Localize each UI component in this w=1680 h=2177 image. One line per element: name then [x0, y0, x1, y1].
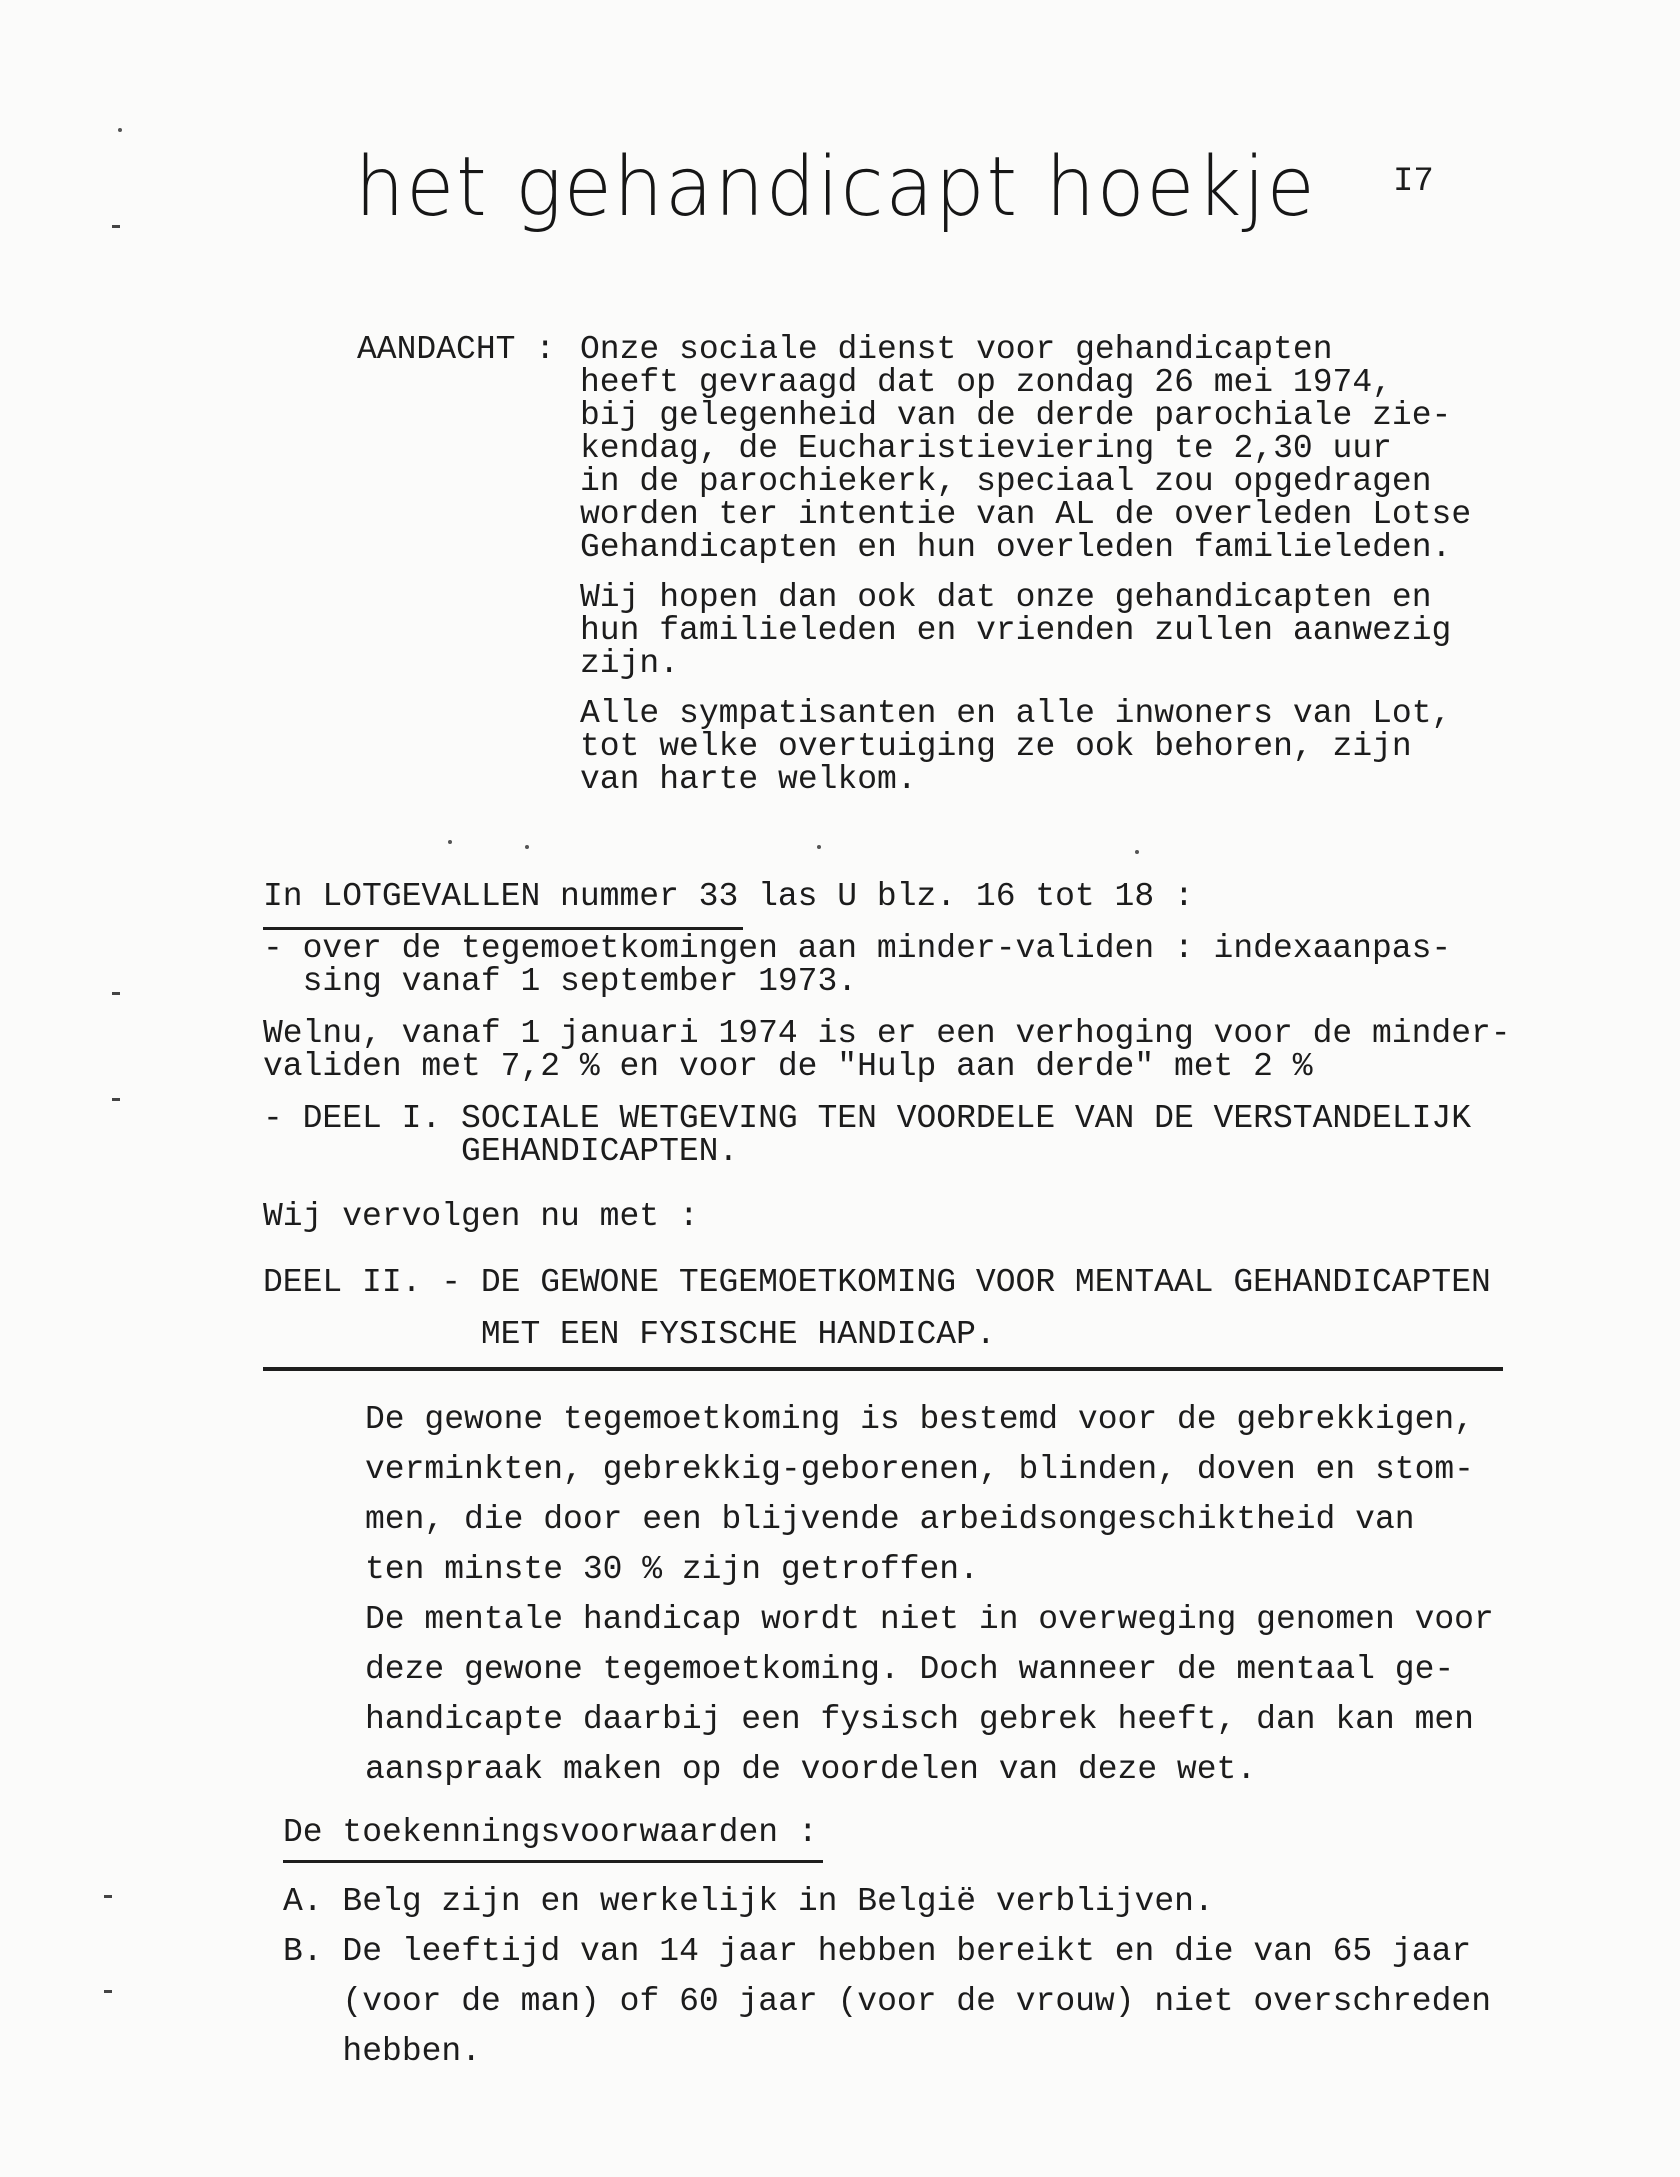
- voorwaarde-a: A. Belg zijn en werkelijk in België verblijven.: [283, 1883, 1214, 1920]
- body-line: verminkten, gebrekkig-geborenen, blinden, doven en stom-: [365, 1451, 1474, 1488]
- body-line: De gewone tegemoetkoming is bestemd voor de gebrekkigen,: [365, 1401, 1474, 1438]
- deel2-heading: DEEL II. - DE GEWONE TEGEMOETKOMING VOOR MENTAAL GEHANDICAPTEN: [263, 1264, 1491, 1301]
- body-line: deze gewone tegemoetkoming. Doch wanneer de mentaal ge-: [365, 1651, 1455, 1688]
- aandacht-line: in de parochiekerk, speciaal zou opgedragen: [580, 463, 1432, 500]
- voorwaarde-b-line: hebben.: [283, 2033, 482, 2070]
- section-rule: [263, 1367, 1503, 1371]
- margin-mark: [104, 1895, 112, 1898]
- scan-speck: [448, 840, 452, 844]
- deel1-line: - DEEL I. SOCIALE WETGEVING TEN VOORDELE VAN DE VERSTANDELIJK: [263, 1100, 1471, 1137]
- lotgevallen-intro: In LOTGEVALLEN nummer 33 las U blz. 16 tot 18 :: [263, 878, 1194, 915]
- scan-speck: [1135, 850, 1139, 854]
- welnu-line: validen met 7,2 % en voor de "Hulp aan derde" met 2 %: [263, 1048, 1313, 1085]
- body-line: ten minste 30 % zijn getroffen.: [365, 1551, 979, 1588]
- aandacht-line: zijn.: [580, 645, 680, 682]
- aandacht-line: worden ter intentie van AL de overleden Lotse: [580, 496, 1472, 533]
- aandacht-line: hun familieleden en vrienden zullen aanwezig: [580, 612, 1452, 649]
- deel1-line: GEHANDICAPTEN.: [263, 1133, 739, 1170]
- aandacht-line: van harte welkom.: [580, 761, 917, 798]
- margin-mark: [112, 992, 120, 995]
- lotgevallen-item-line: - over de tegemoetkomingen aan minder-validen : indexaanpas-: [263, 930, 1452, 967]
- margin-mark: [112, 225, 120, 228]
- voorwaarde-b-line: (voor de man) of 60 jaar (voor de vrouw) niet overschreden: [283, 1983, 1491, 2020]
- vervolgen-line: Wij vervolgen nu met :: [263, 1198, 699, 1235]
- aandacht-line: kendag, de Eucharistieviering te 2,30 uur: [580, 430, 1392, 467]
- aandacht-line: Alle sympatisanten en alle inwoners van Lot,: [580, 695, 1452, 732]
- aandacht-line: Gehandicapten en hun overleden familieleden.: [580, 529, 1452, 566]
- body-line: handicapte daarbij een fysisch gebrek heeft, dan kan men: [365, 1701, 1474, 1738]
- scan-speck: [118, 128, 122, 132]
- deel2-heading: MET EEN FYSISCHE HANDICAP.: [263, 1316, 996, 1353]
- aandacht-line: Onze sociale dienst voor gehandicapten: [580, 331, 1333, 368]
- body-line: aanspraak maken op de voordelen van deze wet.: [365, 1751, 1257, 1788]
- body-line: De mentale handicap wordt niet in overweging genomen voor: [365, 1601, 1494, 1638]
- aandacht-label: AANDACHT :: [357, 331, 556, 368]
- margin-mark: [104, 1990, 112, 1993]
- aandacht-line: bij gelegenheid van de derde parochiale zie-: [580, 397, 1452, 434]
- margin-mark: [112, 1098, 120, 1101]
- welnu-line: Welnu, vanaf 1 januari 1974 is er een verhoging voor de minder-: [263, 1015, 1511, 1052]
- underline-rule: [283, 1860, 823, 1863]
- voorwaarden-heading: De toekenningsvoorwaarden :: [283, 1814, 818, 1851]
- page-title: het gehandicapt hoekje: [355, 140, 1317, 235]
- aandacht-line: tot welke overtuiging ze ook behoren, zijn: [580, 728, 1412, 765]
- aandacht-line: Wij hopen dan ook dat onze gehandicapten en: [580, 579, 1432, 616]
- scan-speck: [525, 845, 529, 849]
- scan-speck: [817, 845, 821, 849]
- body-line: men, die door een blijvende arbeidsongeschiktheid van: [365, 1501, 1415, 1538]
- voorwaarde-b-line: B. De leeftijd van 14 jaar hebben bereikt en die van 65 jaar: [283, 1933, 1472, 1970]
- aandacht-line: heeft gevraagd dat op zondag 26 mei 1974,: [580, 364, 1392, 401]
- page-number: I7: [1393, 163, 1434, 201]
- lotgevallen-item-line: sing vanaf 1 september 1973.: [263, 963, 858, 1000]
